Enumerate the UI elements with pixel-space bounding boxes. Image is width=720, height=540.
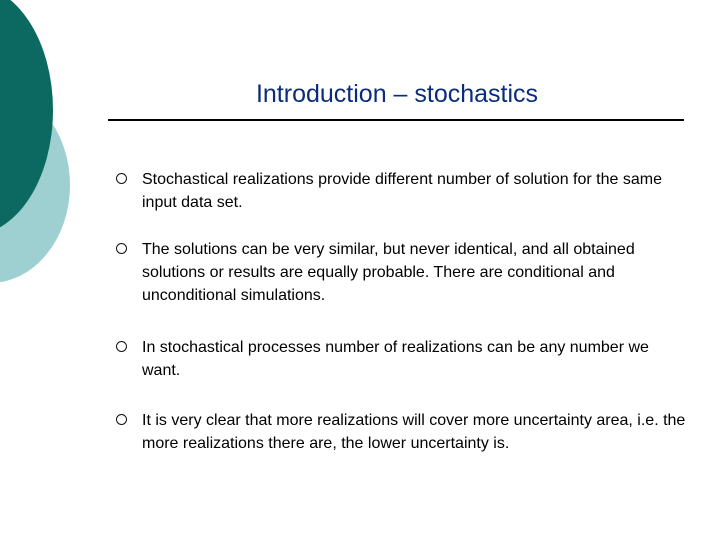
bullet-text: In stochastical processes number of realizations can be any number we want.: [142, 339, 649, 379]
bullet-circle-icon: [116, 341, 127, 352]
slide-title: Introduction – stochastics: [255, 80, 539, 108]
bullet-text: The solutions can be very similar, but never identical, and all obtained solutions or results are equally probable. There are conditional and unconditional simulations.: [142, 241, 635, 304]
bullet-text: Stochastical realizations provide different number of solution for the same input data set.: [142, 171, 662, 211]
bullet-circle-icon: [116, 173, 127, 184]
bullet-circle-icon: [116, 243, 127, 254]
bullet-circle-icon: [116, 414, 127, 425]
bullet-text: It is very clear that more realizations will cover more uncertainty area, i.e. the more realizations there are, the lower uncertainty is.: [142, 412, 686, 452]
